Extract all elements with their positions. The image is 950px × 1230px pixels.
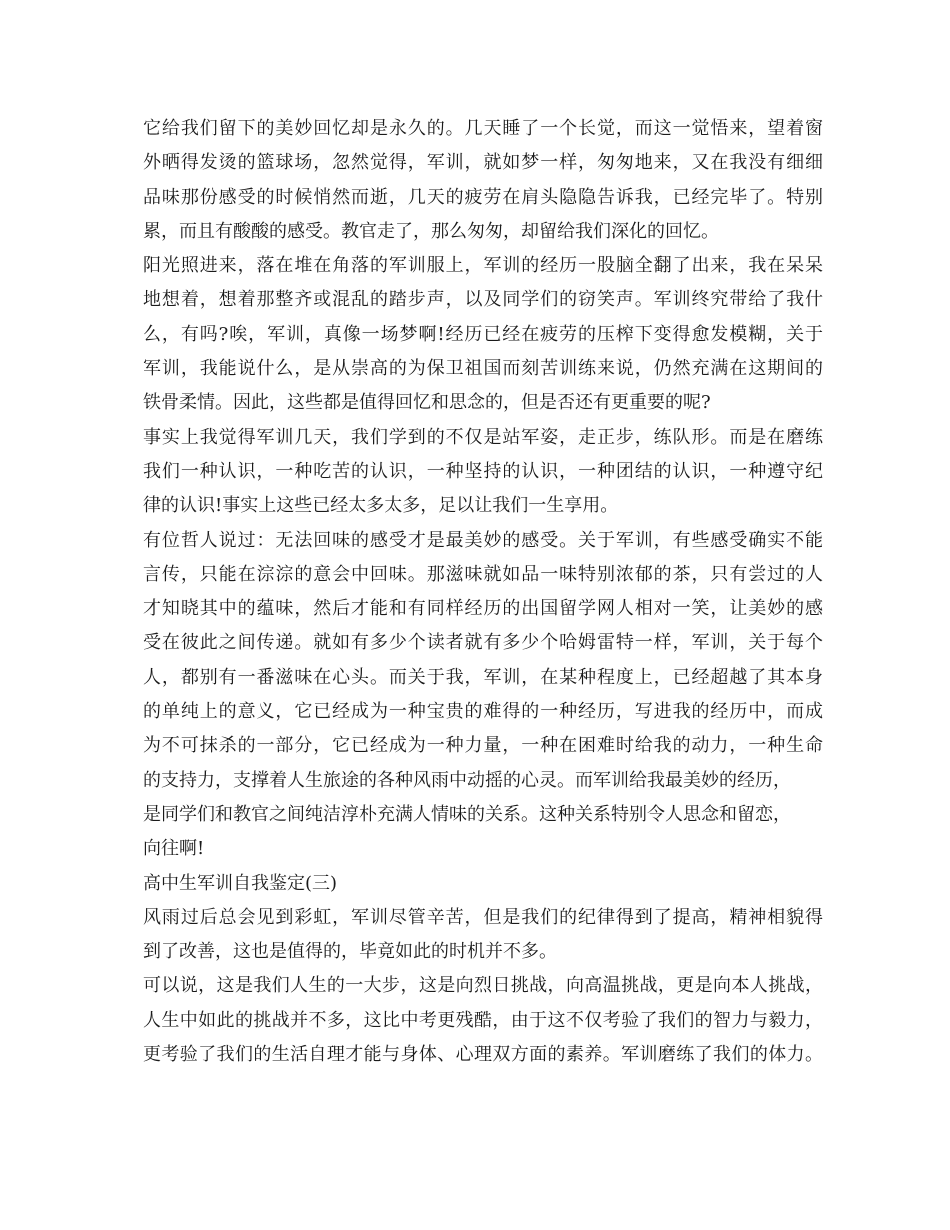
text-line: 才知晓其中的蕴味，然后才能和有同样经历的出国留学网人相对一笑，让美妙的感 [143,598,823,620]
text-line: 品味那份感受的时候悄然而逝，几天的疲劳在肩头隐隐告诉我，已经完毕了。特别 [143,186,823,208]
text-line: 为不可抹杀的一部分，它已经成为一种力量，一种在困难时给我的动力，一种生命 [143,735,823,757]
text-line: 律的认识!事实上这些已经太多太多，足以让我们一生享用。 [143,495,619,517]
text-line: 更考验了我们的生活自理才能与身体、心理双方面的素养。军训磨练了我们的体力。 [143,1044,823,1066]
text-line: 地想着，想着那整齐或混乱的踏步声，以及同学们的窃笑声。军训终究带给了我什 [143,289,823,311]
text-line: 军训，我能说什么，是从崇高的为保卫祖国而刻苦训练来说，仍然充满在这期间的 [143,358,823,380]
text-line: 外晒得发烫的篮球场，忽然觉得，军训，就如梦一样，匆匆地来，又在我没有细细 [143,152,823,174]
text-line: 可以说，这是我们人生的一大步，这是向烈日挑战，向高温挑战，更是向本人挑战， [143,975,823,997]
text-line: 阳光照进来，落在堆在角落的军训服上，军训的经历一股脑全翻了出来，我在呆呆 [143,255,823,277]
text-line: 事实上我觉得军训几天，我们学到的不仅是站军姿，走正步，练队形。而是在磨练 [143,426,823,448]
text-line: 我们一种认识，一种吃苦的认识，一种坚持的认识，一种团结的认识，一种遵守纪 [143,460,823,482]
text-line: 累，而且有酸酸的感受。教官走了，那么匆匆，却留给我们深化的回忆。 [143,220,719,242]
text-line: 有位哲人说过：无法回味的感受才是最美妙的感受。关于军训，有些感受确实不能 [143,529,823,551]
text-line: 是同学们和教官之间纯洁淳朴充满人情味的关系。这种关系特别令人思念和留恋， [143,803,791,825]
text-line: 向往啊! [143,838,205,860]
text-line: 风雨过后总会见到彩虹，军训尽管辛苦，但是我们的纪律得到了提高，精神相貌得 [143,906,823,928]
section-heading: 高中生军训自我鉴定(三) [143,872,338,894]
text-line: 受在彼此之间传递。就如有多少个读者就有多少个哈姆雷特一样，军训，关于每个 [143,632,823,654]
text-line: 的单纯上的意义，它已经成为一种宝贵的难得的一种经历，写进我的经历中，而成 [143,701,823,723]
text-line: 铁骨柔情。因此，这些都是值得回忆和思念的，但是否还有更重要的呢? [143,392,711,414]
text-line: 到了改善，这也是值得的，毕竟如此的时机并不多。 [143,941,557,963]
text-line: 么，有吗?唉，军训，真像一场梦啊!经历已经在疲劳的压榨下变得愈发模糊，关于 [143,323,823,345]
document-body [143,112,823,1072]
text-line: 言传，只能在淙淙的意会中回味。那滋味就如品一味特别浓郁的茶，只有尝过的人 [143,563,823,585]
text-line: 的支持力，支撑着人生旅途的各种风雨中动摇的心灵。而军训给我最美妙的经历， [143,769,791,791]
text-line: 它给我们留下的美妙回忆却是永久的。几天睡了一个长觉，而这一觉悟来，望着窗 [143,118,823,139]
text-line: 人生中如此的挑战并不多，这比中考更残酷，由于这不仅考验了我们的智力与毅力， [143,1009,823,1031]
text-line: 人，都别有一番滋味在心头。而关于我，军训，在某种程度上，已经超越了其本身 [143,666,823,688]
